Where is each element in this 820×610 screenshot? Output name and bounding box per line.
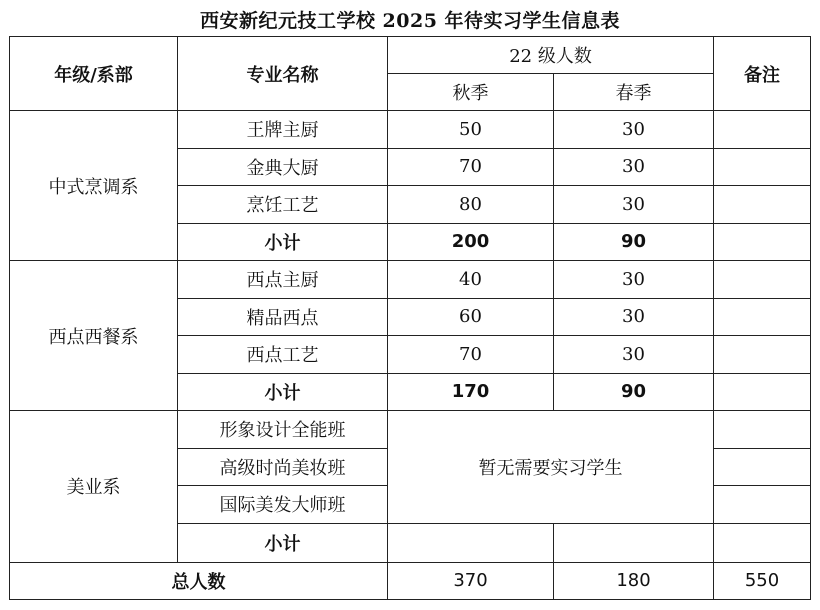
- total-autumn: 370: [388, 562, 554, 599]
- spring-count: 30: [554, 148, 714, 186]
- subtotal-spring: [554, 523, 714, 562]
- spring-count: 30: [554, 336, 714, 374]
- spring-count: 30: [554, 186, 714, 224]
- remark-cell: [714, 111, 811, 149]
- major-name: 精品西点: [178, 298, 388, 336]
- dept-name: 中式烹调系: [10, 111, 178, 261]
- page-title: 西安新纪元技工学校 2025 年待实习学生信息表: [199, 10, 621, 32]
- spring-count: 30: [554, 298, 714, 336]
- remark-cell: [714, 523, 811, 562]
- subtotal-autumn: 170: [388, 373, 554, 411]
- remark-cell: [714, 261, 811, 299]
- header-remark: 备注: [714, 37, 811, 111]
- subtotal-label: 小计: [178, 373, 388, 411]
- major-name: 金典大厨: [178, 148, 388, 186]
- header-autumn: 秋季: [388, 74, 554, 111]
- total-spring: 180: [554, 562, 714, 599]
- remark-cell: [714, 411, 811, 449]
- dept-name: 西点西餐系: [10, 261, 178, 411]
- header-major: 专业名称: [178, 37, 388, 111]
- major-name: 国际美发大师班: [178, 486, 388, 524]
- remark-cell: [714, 223, 811, 261]
- dept-name: 美业系: [10, 411, 178, 563]
- student-info-table: [9, 36, 811, 600]
- subtotal-spring: 90: [554, 373, 714, 411]
- major-name: 西点工艺: [178, 336, 388, 374]
- subtotal-label: 小计: [178, 523, 388, 562]
- autumn-count: 60: [388, 298, 554, 336]
- subtotal-spring: 90: [554, 223, 714, 261]
- spring-count: 30: [554, 261, 714, 299]
- total-all: 550: [714, 562, 811, 599]
- autumn-count: 40: [388, 261, 554, 299]
- autumn-count: 70: [388, 336, 554, 374]
- subtotal-autumn: 200: [388, 223, 554, 261]
- remark-cell: [714, 448, 811, 486]
- major-name: 烹饪工艺: [178, 186, 388, 224]
- major-name: 形象设计全能班: [178, 411, 388, 449]
- subtotal-autumn: [388, 523, 554, 562]
- remark-cell: [714, 298, 811, 336]
- autumn-count: 80: [388, 186, 554, 224]
- remark-cell: [714, 486, 811, 524]
- major-name: 高级时尚美妆班: [178, 448, 388, 486]
- remark-cell: [714, 336, 811, 374]
- total-label: 总人数: [10, 562, 388, 599]
- autumn-count: 50: [388, 111, 554, 149]
- spring-count: 30: [554, 111, 714, 149]
- autumn-count: 70: [388, 148, 554, 186]
- header-grade: 22 级人数: [388, 37, 714, 74]
- remark-cell: [714, 148, 811, 186]
- header-spring: 春季: [554, 74, 714, 111]
- remark-cell: [714, 186, 811, 224]
- header-dept: 年级/系部: [10, 37, 178, 111]
- major-name: 西点主厨: [178, 261, 388, 299]
- no-intern-note: 暂无需要实习学生: [388, 411, 714, 524]
- remark-cell: [714, 373, 811, 411]
- subtotal-label: 小计: [178, 223, 388, 261]
- major-name: 王牌主厨: [178, 111, 388, 149]
